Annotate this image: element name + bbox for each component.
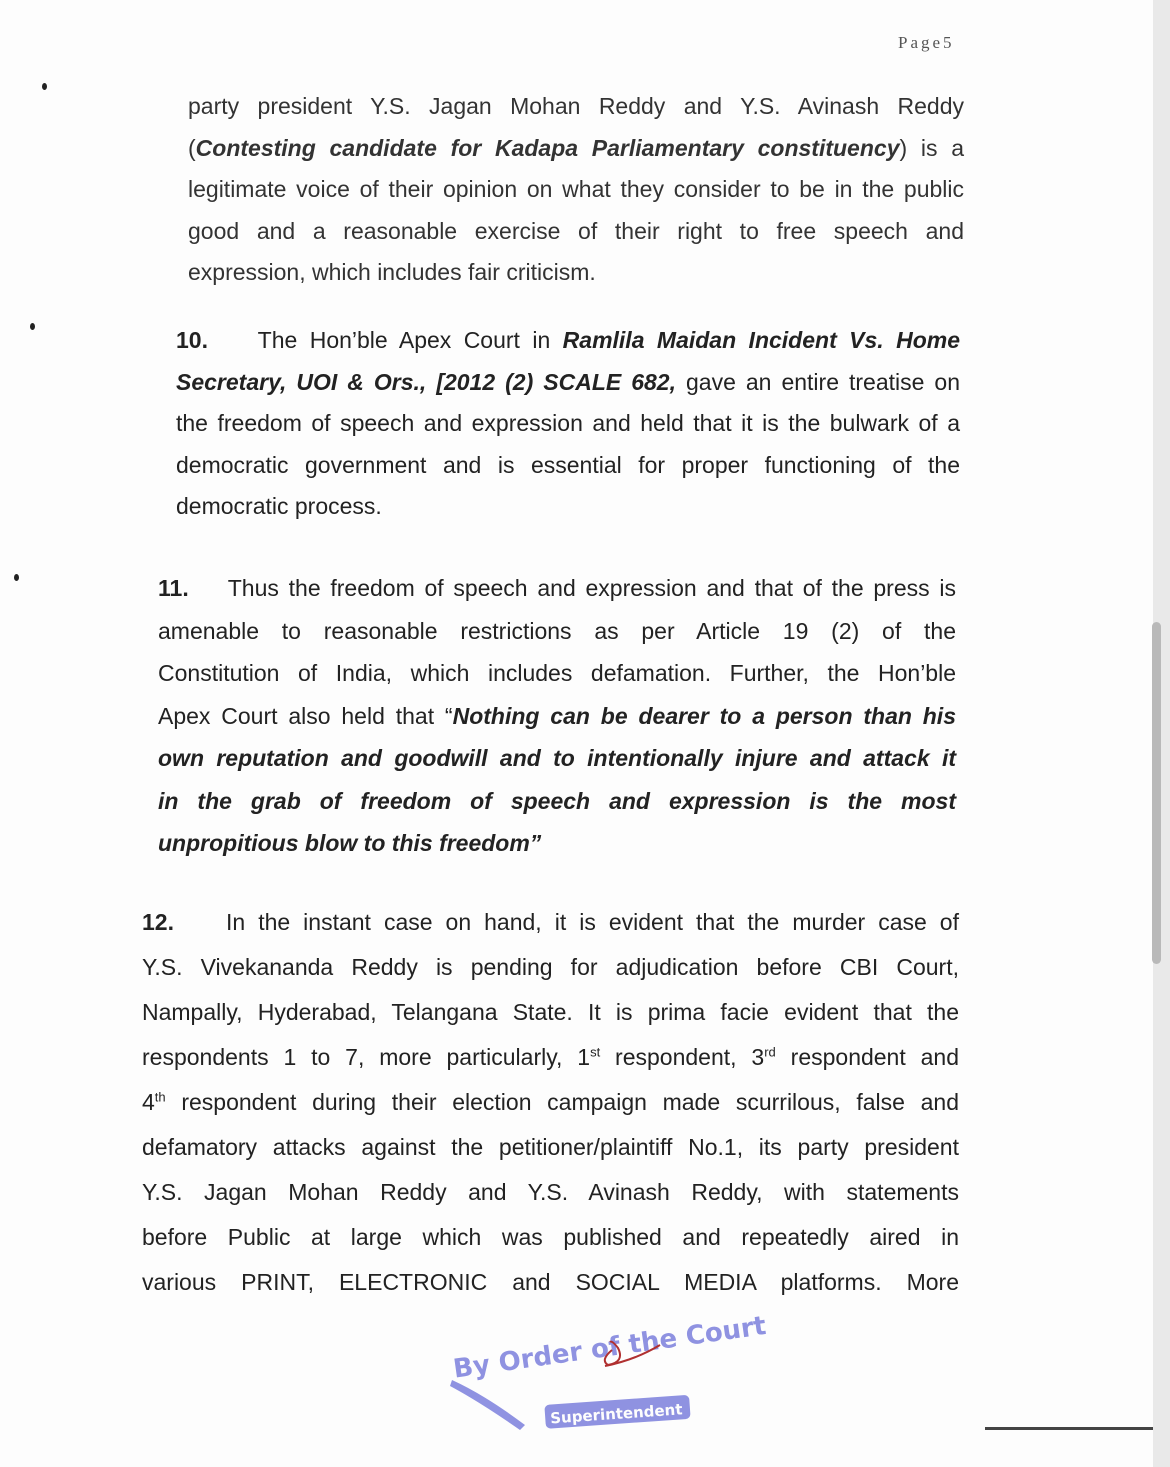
text-line: Y.S. Vivekananda Reddy is pending for adjudication before CBI Court,	[142, 954, 959, 980]
text-line: democratic government and is essential for proper functioning of the	[176, 451, 960, 478]
text-line: Apex Court also held that “Nothing can be dearer to a person than his	[158, 702, 956, 729]
quotation: unpropitious blow to this freedom”	[158, 830, 542, 856]
page-number: Page5	[898, 33, 955, 52]
quotation: Nothing can be dearer to a person than his	[452, 702, 956, 729]
paragraph-10	[176, 320, 960, 528]
text-line: the freedom of speech and expression and held that it is the bulwark of a	[176, 410, 960, 436]
text-line: expression, which includes fair criticism.	[188, 259, 596, 285]
stamp-text: By Order of the Court	[451, 1311, 768, 1385]
text-line: before Public at large which was published and repeatedly aired in	[142, 1224, 959, 1250]
text-line: 11. Thus the freedom of speech and expression and that of the press is	[158, 575, 956, 601]
text-line: (Contesting candidate for Kadapa Parliamentary constituency) is a	[188, 134, 964, 161]
margin-mark	[42, 83, 47, 90]
scrollbar[interactable]	[1152, 622, 1161, 964]
stamp-stroke	[450, 1380, 525, 1430]
text-line: party president Y.S. Jagan Mohan Reddy and Y.S. Avinash Reddy	[188, 93, 964, 119]
paragraph-number: 10.	[176, 327, 208, 353]
text-line	[158, 822, 956, 865]
paragraph-12	[142, 900, 959, 1305]
text-line: democratic process.	[176, 493, 382, 519]
margin-mark	[14, 574, 19, 581]
text-line	[158, 780, 956, 823]
emphasis-text: Contesting candidate for Kadapa Parliamentary constituency	[195, 134, 900, 161]
case-citation: Secretary, UOI & Ors., [2012 (2) SCALE 682,	[176, 368, 676, 395]
edge-rule	[985, 1427, 1153, 1430]
paragraph-number: 12.	[142, 909, 174, 935]
text-line: 4th respondent during their election campaign made scurrilous, false and	[142, 1089, 959, 1115]
text-line: Y.S. Jagan Mohan Reddy and Y.S. Avinash Reddy, with statements	[142, 1179, 959, 1205]
text-line: Nampally, Hyderabad, Telangana State. It is prima facie evident that the	[142, 999, 959, 1025]
stamp-seal-text: Superintendent	[549, 1400, 684, 1428]
text-line: legitimate voice of their opinion on what they consider to be in the public	[188, 176, 964, 202]
text-line: 12. In the instant case on hand, it is evident that the murder case of	[142, 909, 959, 935]
text-line: Secretary, UOI & Ors., [2012 (2) SCALE 682, gave an entire treatise on	[176, 368, 960, 395]
paragraph-continuation	[188, 86, 964, 294]
paragraph-number: 11.	[158, 575, 189, 601]
text-line: respondents 1 to 7, more particularly, 1st respondent, 3rd respondent and	[142, 1044, 959, 1070]
margin-mark	[30, 323, 35, 330]
text-line: good and a reasonable exercise of their right to free speech and	[188, 217, 964, 244]
paragraph-11	[158, 567, 956, 865]
case-citation: Ramlila Maidan Incident Vs. Home	[562, 327, 960, 353]
court-stamp	[440, 1300, 768, 1440]
quotation: in the grab of freedom of speech and expression is the most	[158, 787, 956, 814]
text-line: defamatory attacks against the petitioner/plaintiff No.1, its party president	[142, 1134, 959, 1160]
text-line	[158, 737, 956, 780]
quotation: own reputation and goodwill and to intentionally injure and attack it	[158, 745, 956, 771]
text-line: Constitution of India, which includes defamation. Further, the Hon’ble	[158, 660, 956, 686]
text-line: various PRINT, ELECTRONIC and SOCIAL MEDIA platforms. More	[142, 1269, 959, 1295]
text-line: 10. The Hon’ble Apex Court in Ramlila Maidan Incident Vs. Home	[176, 327, 960, 353]
text-line: amenable to reasonable restrictions as per Article 19 (2) of the	[158, 617, 956, 644]
